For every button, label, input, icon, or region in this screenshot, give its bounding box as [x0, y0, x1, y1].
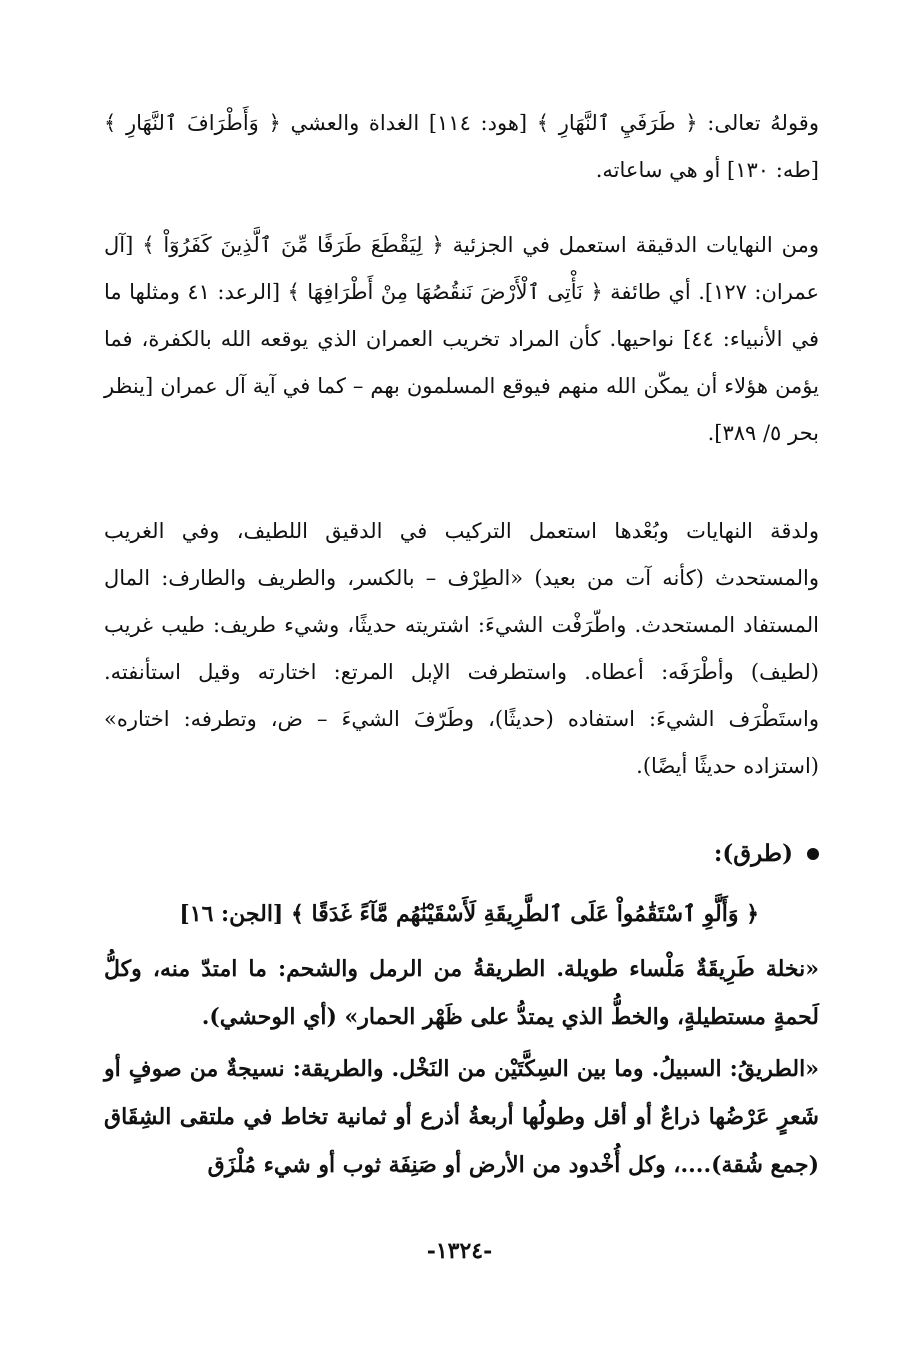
paragraph-tarafay-alnahar: وقولهُ تعالى: ﴿ طَرَفَيِ ٱلنَّهَارِ ﴾ [هود: ١١٤] الغداة والعشي ﴿ وَأَطْرَافَ ٱلنَّهَارِ ﴾ [طه: ١٣٠] أو هي ساعاته. [104, 111, 819, 182]
section-heading-tarq [714, 840, 819, 867]
paragraph-diqqat-alnihayat: ولدقة النهايات وبُعْدها استعمل التركيب في الدقيق اللطيف، وفي الغريب والمستحدث (كأنه آت من بعيد) «الطِرْف – بالكسر، والطريف والطارف: المال المستفاد المستحدث. واطّرَفْت الشيءَ: اشتريته حديثًا، وشيء طريف: طيب غريب (لطيف) وأطْرَفَه: أعطاه. واستطرفت الإبل المرتع: اختارته وقيل استأنفته. واستَطْرَف الشيءَ: استفاده (حديثًا)، وطَرّفَ الشيءَ – ض، وتطرفه: اختاره» (استزاده حديثًا أيضًا). [104, 519, 819, 778]
paragraph-nakhla-tariqa: «نخلة طَرِيقَةٌ مَلْساء طويلة. الطريقةُ من الرمل والشحم: ما امتدّ منه، وكلُّ لَحمةٍ مستطيلةٍ، والخطُّ الذي يمتدُّ على ظَهْر الحمار» (أي الوحشي). [104, 956, 819, 1030]
paragraph-altariq-alsabil: «الطريقُ: السبيلُ. وما بين السِكَّتَيْن من النَخْل. والطريقة: نسيجةٌ من صوفٍ أو شَعرٍ عَرْضُها ذراعٌ أو أقل وطولُها أربعةُ أذرع أو ثمانية تخاط في ملتقى الشِقَاق (جمع شُقة)....، وكل أُخْدود من الأرض أو صَنِفَة ثوب أو شيء مُلْزَق [104, 1056, 819, 1178]
bullet-icon [807, 848, 819, 860]
quran-verse-al-jinn: ﴿ وَأَلَّوِ ٱسْتَقَٰمُواْ عَلَى ٱلطَّرِيقَةِ لَأَسْقَيْنَٰهُم مَّآءً غَدَقًا ﴾ [الجن: ١٦] [179, 901, 759, 927]
page-number: -١٣٢٤- [426, 1238, 493, 1264]
section-heading-label: (طرق): [713, 840, 793, 867]
paragraph-nihayat-daqiqa-text: ومن النهايات الدقيقة استعمل في الجزئية ﴿ لِيَقْطَعَ طَرَفًا مِّنَ ٱلَّذِينَ كَفَرُوٓاْ ﴾ [آل عمران: ١٢٧]. أي طائفة ﴿ نَأْتِى ٱلْأَرْضَ نَنقُصُهَا مِنْ أَطْرَافِهَا ﴾ [الرعد: ٤١ ومثلها ما في الأنبياء: ٤٤] نواحيها. كأن المراد تخريب العمران الذي يوقعه الله بالكفرة، فما يؤمن هؤلاء أن يمكّن الله منهم فيوقع المسلمون بهم – كما في آية آل عمران [ينظر بحر ٥/ ٣٨٩]. [104, 233, 819, 445]
paragraph-nihayat-daqiqa [104, 222, 819, 457]
